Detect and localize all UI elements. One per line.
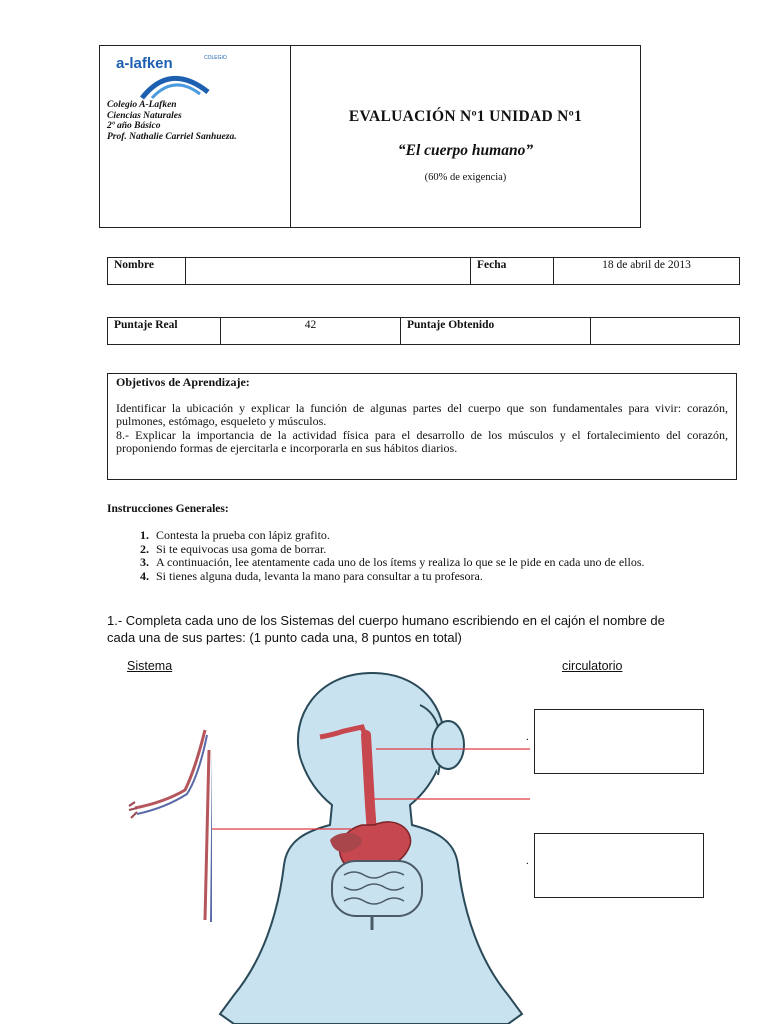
score-table — [107, 317, 740, 345]
instruction-item: 2. Si te equivocas usa goma de borrar. — [152, 543, 692, 557]
fecha-value: 18 de abril de 2013 — [554, 258, 740, 285]
fecha-label: Fecha — [471, 258, 554, 285]
puntaje-obtenido-label: Puntaje Obtenido — [401, 318, 591, 345]
teacher: Prof. Nathalie Carriel Sanhueza. — [107, 131, 237, 142]
instructions-title: Instrucciones Generales: — [107, 503, 229, 515]
puntaje-real-label: Puntaje Real — [108, 318, 221, 345]
student-info-table — [107, 257, 740, 285]
objectives-title: Objetivos de Aprendizaje: — [116, 375, 250, 389]
nombre-field[interactable] — [186, 258, 471, 285]
instruction-item: 3. A continuación, lee atentamente cada uno de los ítems y realiza lo que se le pide en cada uno de ellos. — [152, 556, 692, 570]
exam-title: EVALUACIÓN Nº1 UNIDAD Nº1 — [348, 108, 583, 125]
instruction-item: 1. Contesta la prueba con lápiz grafito. — [152, 529, 692, 543]
logo-small-text: COLEGIO — [204, 55, 227, 61]
exigencia: (60% de exigencia) — [424, 172, 507, 183]
puntaje-obtenido-field[interactable] — [591, 318, 740, 345]
instruction-item: 4. Si tienes alguna duda, levanta la mano para consultar a tu profesora. — [152, 570, 692, 584]
circulatorio-label: circulatorio — [562, 659, 623, 673]
question-1-text: 1.- Completa cada uno de los Sistemas del cuerpo humano escribiendo en el cajón el nombre de cada una de sus partes: (1 punto cada una, 8 puntos en total) — [107, 613, 665, 645]
objective-1: Identificar la ubicación y explicar la función de algunas partes del cuerpo que son fundamentales para vivir: corazón, pulmones, estómago, esqueleto y músculos. — [116, 400, 728, 428]
answer-dot-2: . — [526, 855, 529, 867]
grade: 2º año Básico — [107, 121, 161, 131]
sistema-label: Sistema — [127, 659, 173, 673]
school-logo — [112, 52, 228, 100]
school-name: Colegio A-Lafken — [107, 100, 177, 110]
instructions-list — [127, 529, 692, 583]
circulatory-figure — [125, 690, 220, 930]
school-info — [107, 100, 237, 142]
header-divider — [290, 45, 291, 228]
answer-box-1[interactable] — [534, 709, 704, 774]
subject: Ciencias Naturales — [107, 110, 182, 121]
answer-dot-1: . — [526, 731, 529, 743]
digestive-system-figure — [212, 665, 530, 1024]
objectives-box — [107, 373, 737, 480]
logo-text: a-lafken — [116, 55, 173, 72]
objective-2: 8.- Explicar la importancia de la actividad física para el desarrollo de los músculos y el fortalecimiento del corazón, proponiendo formas de ejercitarla e incorporarla en sus hábitos diarios. — [116, 427, 728, 455]
puntaje-real-value: 42 — [221, 318, 401, 345]
answer-box-2[interactable] — [534, 833, 704, 898]
exam-subtitle: “El cuerpo humano” — [397, 142, 534, 159]
nombre-label: Nombre — [108, 258, 186, 285]
